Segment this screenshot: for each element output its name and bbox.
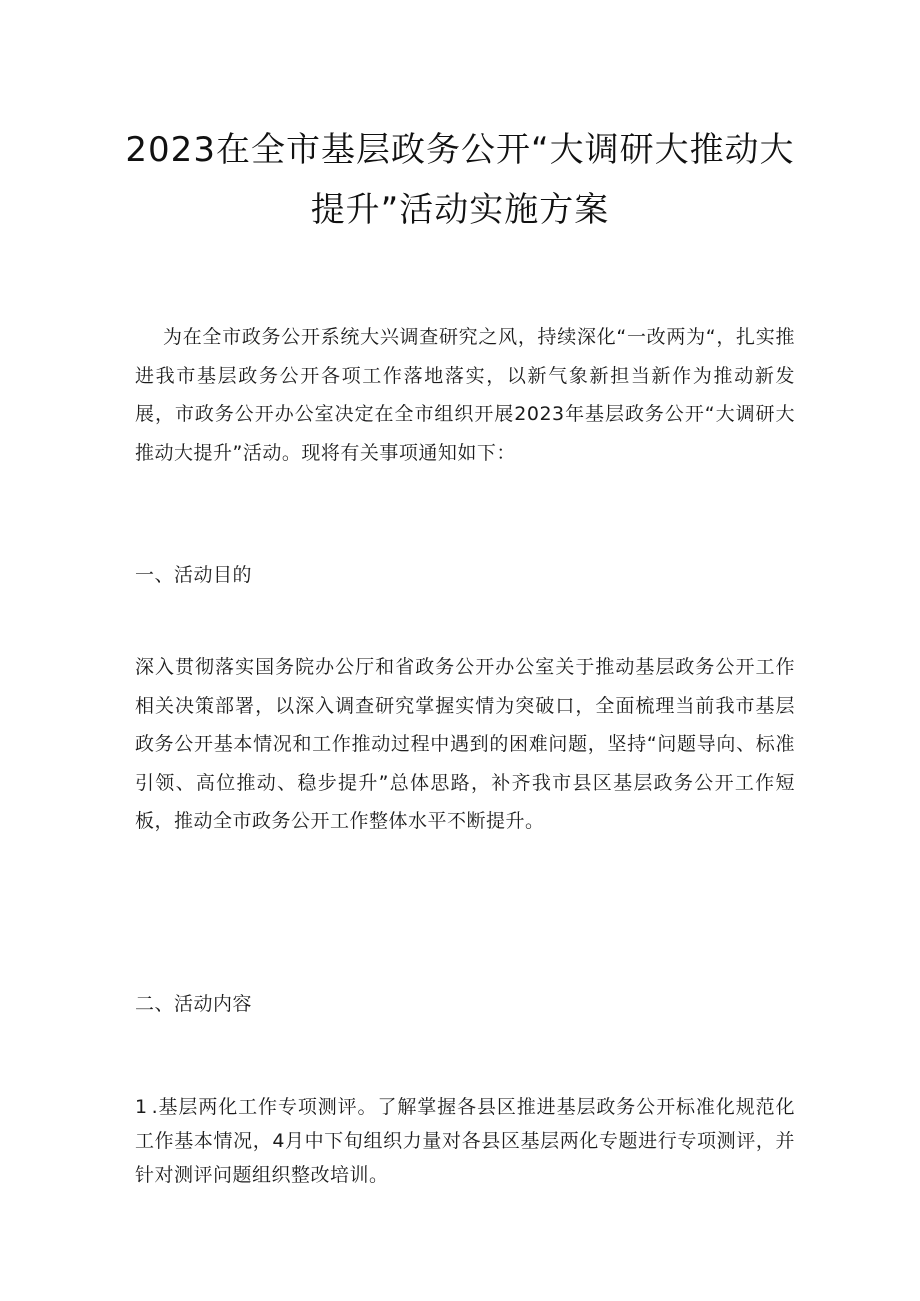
section-2-heading: 二、活动内容 — [135, 993, 253, 1015]
intro-paragraph: 为在全市政务公开系统大兴调查研究之风，持续深化“一改两为“，扎实推进我市基层政务公开各项工作落地落实，以新气象新担当新作为推动新发展，市政务公开办公室决定在全市组织开展2023年基层政务公开“大调研大推动大提升”活动。现将有关事项通知如下： — [135, 326, 795, 464]
list-item — [135, 1090, 795, 1192]
document-title-line-1: 2023在全市基层政务公开“大调研大推动大 — [125, 130, 795, 170]
item-1-text: .基层两化工作专项测评。了解掌握各县区推进基层政务公开标准化规范化工作基本情况，4月中下旬组织力量对各县区基层两化专题进行专项测评，并针对测评问题组织整改培训。 — [135, 1096, 795, 1186]
document-title-line-2: 提升”活动实施方案 — [310, 190, 610, 230]
item-1-number: 1 — [135, 1096, 148, 1118]
section-1-paragraph: 深入贯彻落实国务院办公厅和省政务公开办公室关于推动基层政务公开工作相关决策部署，以深入调查研究掌握实情为突破口，全面梳理当前我市基层政务公开基本情况和工作推动过程中遇到的困难问题，坚持“问题导向、标准引领、高位推动、稳步提升”总体思路，补齐我市县区基层政务公开工作短板，推动全市政务公开工作整体水平不断提升。 — [135, 656, 795, 832]
section-1-heading: 一、活动目的 — [135, 564, 253, 586]
